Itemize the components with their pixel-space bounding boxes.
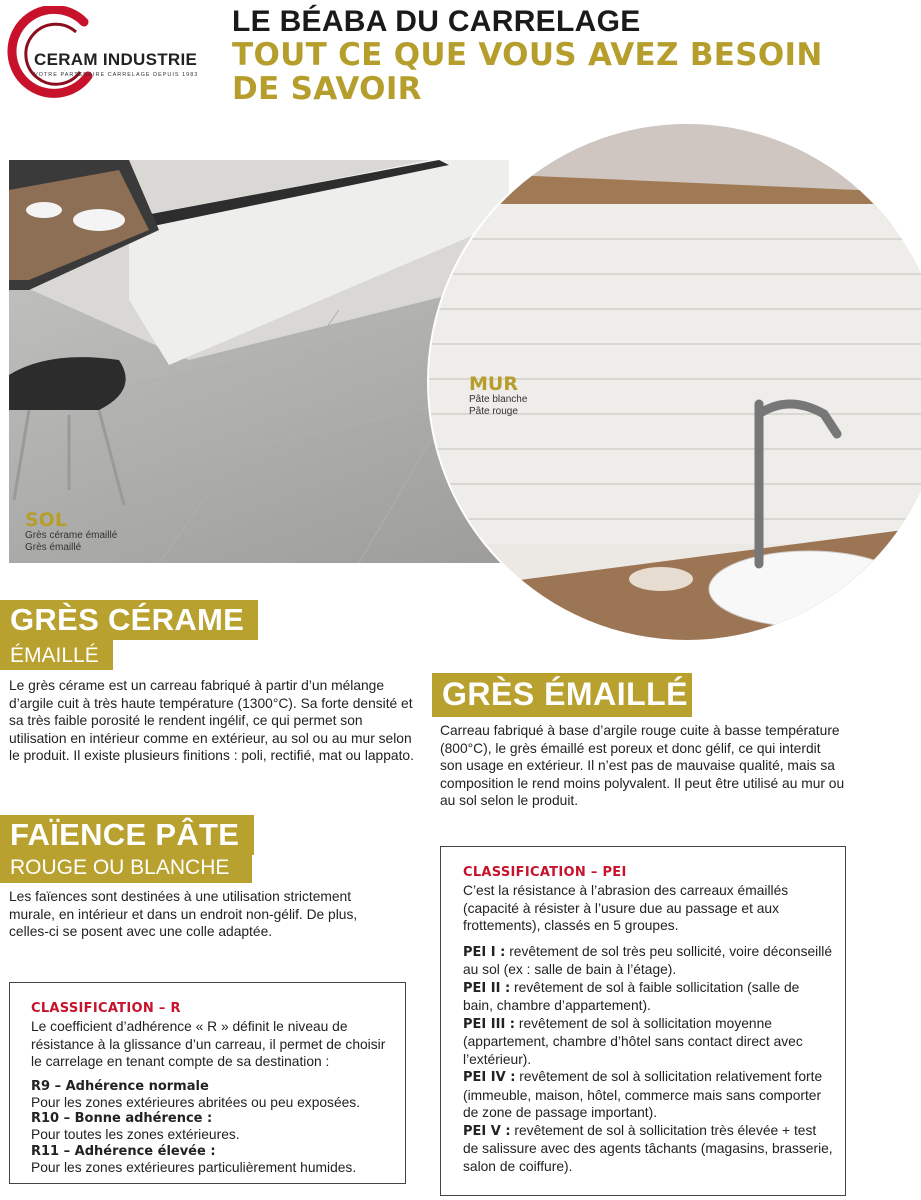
pei-item-label: PEI IV : — [463, 1070, 516, 1085]
headline-subtitle: TOUT CE QUE VOUS AVEZ BESOIN DE SAVOIR — [232, 37, 823, 107]
gres-cerame-text: Le grès cérame est un carreau fabriqué à partir d’un mélange d’argile cuit à très haute température (1300°C). Sa forte densité et sa très faible porosité le rendent ingélif, ce qui permet son utilisation en intérieur comme en extérieur, au sol ou au mur selon le produit. Il existe plusieurs finitions : poli, rectifié, mat ou lappato. — [9, 678, 414, 763]
classification-pei-intro: C’est la résistance à l’abrasion des carreaux émaillés (capacité à résister à l’usure due au passage et aux frottements), classés en 5 groupes. — [463, 883, 789, 933]
pei-item-desc: revêtement de sol très peu sollicité, voire déconseillé au sol (ex : salle de bain à l’étage). — [463, 943, 833, 977]
classification-r-item-desc: Pour toutes les zones extérieures. — [31, 1127, 240, 1142]
faience-text: Les faïences sont destinées à une utilisation strictement murale, en intérieur et dans un endroit non-gélif. De plus, celles-ci se posent avec une colle adaptée. — [9, 889, 358, 939]
pei-item-label: PEI I : — [463, 944, 506, 960]
pei-item-label: PEI III : — [463, 1016, 516, 1032]
pei-item-desc: revêtement de sol à sollicitation moyenne (appartement, chambre d’hôtel sans contact direct avec l’extérieur). — [463, 1015, 803, 1067]
pei-item-desc: revêtement de sol à sollicitation très élevée + test de salissure avec des agents tâchants (magasins, brasserie, salon de coiffure). — [463, 1122, 833, 1174]
pei-item — [463, 1068, 833, 1122]
classification-r-box — [9, 982, 406, 1184]
gres-cerame-subheading: ÉMAILLÉ — [0, 640, 113, 670]
classification-pei-list — [463, 943, 833, 1176]
classification-r-item-desc: Pour les zones extérieures abritées ou peu exposées. — [31, 1094, 361, 1110]
classification-r-item-label: R11 – Adhérence élevée : — [31, 1143, 216, 1159]
classification-pei-box — [440, 846, 846, 1196]
brand-logo — [6, 6, 221, 102]
wall-label-title: MUR — [469, 373, 518, 395]
wall-label-line: Pâte rouge — [469, 406, 518, 417]
pei-item-desc: revêtement de sol à sollicitation relativement forte (immeuble, maison, hôtel, commerce mais sans comporter de zone de passage important). — [463, 1069, 823, 1120]
pei-item — [463, 943, 833, 979]
floor-label-line: Grès cérame émaillé — [25, 530, 118, 541]
gres-cerame-heading: GRÈS CÉRAME — [0, 600, 258, 640]
gres-emaille-text: Carreau fabriqué à base d’argile rouge cuite à basse température (800°C), le grès émaillé est poreux et donc gélif, ce qui interdit son usage en extérieur. Il n’est pas de mauvaise qualité, mais sa composition le rend moins polyvalent. Il peut être utilisé au mur ou au sol selon le produit. — [440, 723, 845, 808]
faience-heading: FAÏENCE PÂTE — [0, 815, 254, 855]
floor-label-line: Grès émaillé — [25, 542, 82, 553]
logo-tagline: VOTRE PARTENAIRE CARRELAGE DEPUIS 1983 — [34, 72, 199, 78]
classification-r-list — [31, 1079, 393, 1177]
pei-item-label: PEI V : — [463, 1123, 511, 1139]
gres-emaille-heading: GRÈS ÉMAILLÉ — [432, 673, 692, 717]
classification-r-item-label: R9 – Adhérence normale — [31, 1078, 209, 1094]
floor-label-title: SOL — [25, 509, 67, 531]
classification-r-item-label: R10 – Bonne adhérence : — [31, 1111, 213, 1126]
wall-label — [469, 374, 527, 418]
pei-item — [463, 1015, 833, 1069]
pei-item-desc: revêtement de sol à faible sollicitation (salle de bain, chambre d’appartement). — [463, 979, 800, 1013]
floor-label — [25, 510, 117, 554]
classification-pei-title: CLASSIFICATION – PEI — [463, 865, 627, 880]
faience-subheading: ROUGE OU BLANCHE — [0, 852, 252, 883]
pei-item — [463, 1122, 833, 1176]
classification-r-item-desc: Pour les zones extérieures particulièrement humides. — [31, 1159, 357, 1175]
wall-label-line: Pâte blanche — [469, 394, 528, 405]
pei-item — [463, 979, 833, 1015]
classification-r-intro: Le coefficient d’adhérence « R » définit le niveau de résistance à la glissance d’un carreau, il permet de choisir le carrelage en tenant compte de sa destination : — [31, 1019, 386, 1069]
logo-name: CERAM INDUSTRIE — [34, 50, 198, 69]
classification-r-title: CLASSIFICATION – R — [31, 1001, 181, 1016]
pei-item-label: PEI II : — [463, 980, 511, 996]
wall-photo — [427, 122, 921, 642]
headline-title: LE BÉABA DU CARRELAGE — [232, 5, 641, 38]
